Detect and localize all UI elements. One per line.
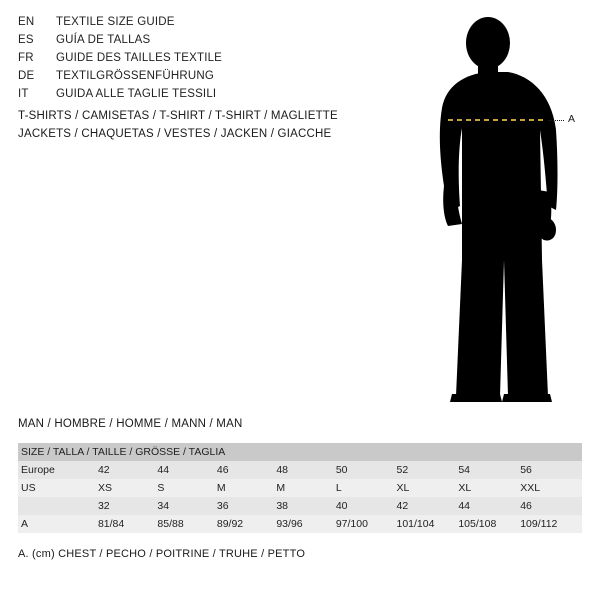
- language-title: TEXTILE SIZE GUIDE: [56, 16, 175, 28]
- cell-value: 38: [276, 497, 335, 515]
- row-label: Europe: [18, 461, 98, 479]
- table-row: [18, 461, 582, 479]
- language-row: [18, 88, 398, 106]
- cell-value: 40: [336, 497, 397, 515]
- table-row: [18, 479, 582, 497]
- cell-value: 34: [157, 497, 216, 515]
- cell-value: 81/84: [98, 515, 157, 533]
- language-row: [18, 34, 398, 52]
- cell-value: 46: [217, 461, 276, 479]
- language-code: IT: [18, 88, 29, 100]
- cell-value: L: [336, 479, 397, 497]
- language-title: GUIDA ALLE TAGLIE TESSILI: [56, 88, 217, 100]
- cell-value: XS: [98, 479, 157, 497]
- cell-value: 36: [217, 497, 276, 515]
- row-label: US: [18, 479, 98, 497]
- male-silhouette-figure: [400, 10, 600, 410]
- table-row: [18, 515, 582, 533]
- measure-leader-line: [548, 120, 564, 121]
- cell-value: 46: [520, 497, 582, 515]
- table-row: [18, 497, 582, 515]
- measure-label-a: A: [568, 113, 576, 125]
- language-title: GUIDE DES TAILLES TEXTILE: [56, 52, 223, 64]
- cell-value: 56: [520, 461, 582, 479]
- language-title: GUÍA DE TALLAS: [56, 34, 151, 46]
- cell-value: XL: [458, 479, 520, 497]
- language-code: ES: [18, 34, 34, 46]
- row-label: [18, 497, 98, 515]
- footnote-chest-measure: A. (cm) CHEST / PECHO / POITRINE / TRUHE / PETTO: [18, 548, 306, 560]
- category-list: [18, 110, 438, 146]
- cell-value: 50: [336, 461, 397, 479]
- cell-value: 54: [458, 461, 520, 479]
- language-code: EN: [18, 16, 35, 28]
- cell-value: XXL: [520, 479, 582, 497]
- language-list: [18, 16, 398, 106]
- cell-value: 93/96: [276, 515, 335, 533]
- cell-value: 109/112: [520, 515, 582, 533]
- language-row: [18, 52, 398, 70]
- cell-value: 32: [98, 497, 157, 515]
- silhouette-icon: [400, 10, 600, 410]
- language-code: DE: [18, 70, 35, 82]
- language-title: TEXTILGRÖSSENFÜHRUNG: [56, 70, 214, 82]
- cell-value: 101/104: [396, 515, 458, 533]
- cell-value: 48: [276, 461, 335, 479]
- cell-value: 89/92: [217, 515, 276, 533]
- cell-value: M: [217, 479, 276, 497]
- cell-value: 44: [458, 497, 520, 515]
- cell-value: 42: [396, 497, 458, 515]
- category-jackets: JACKETS / CHAQUETAS / VESTES / JACKEN / GIACCHE: [18, 128, 332, 140]
- cell-value: M: [276, 479, 335, 497]
- row-label: A: [18, 515, 98, 533]
- cell-value: 52: [396, 461, 458, 479]
- cell-value: 44: [157, 461, 216, 479]
- language-row: [18, 16, 398, 34]
- cell-value: S: [157, 479, 216, 497]
- language-code: FR: [18, 52, 34, 64]
- table-title-man: MAN / HOMBRE / HOMME / MANN / MAN: [18, 418, 243, 430]
- category-tshirts: T-SHIRTS / CAMISETAS / T-SHIRT / T-SHIRT / MAGLIETTE: [18, 110, 338, 122]
- size-table: [18, 443, 582, 533]
- language-row: [18, 70, 398, 88]
- cell-value: XL: [396, 479, 458, 497]
- cell-value: 42: [98, 461, 157, 479]
- table-header-row: [18, 443, 582, 461]
- cell-value: 85/88: [157, 515, 216, 533]
- cell-value: 97/100: [336, 515, 397, 533]
- table-header-label: SIZE / TALLA / TAILLE / GRÖSSE / TAGLIA: [18, 443, 582, 461]
- cell-value: 105/108: [458, 515, 520, 533]
